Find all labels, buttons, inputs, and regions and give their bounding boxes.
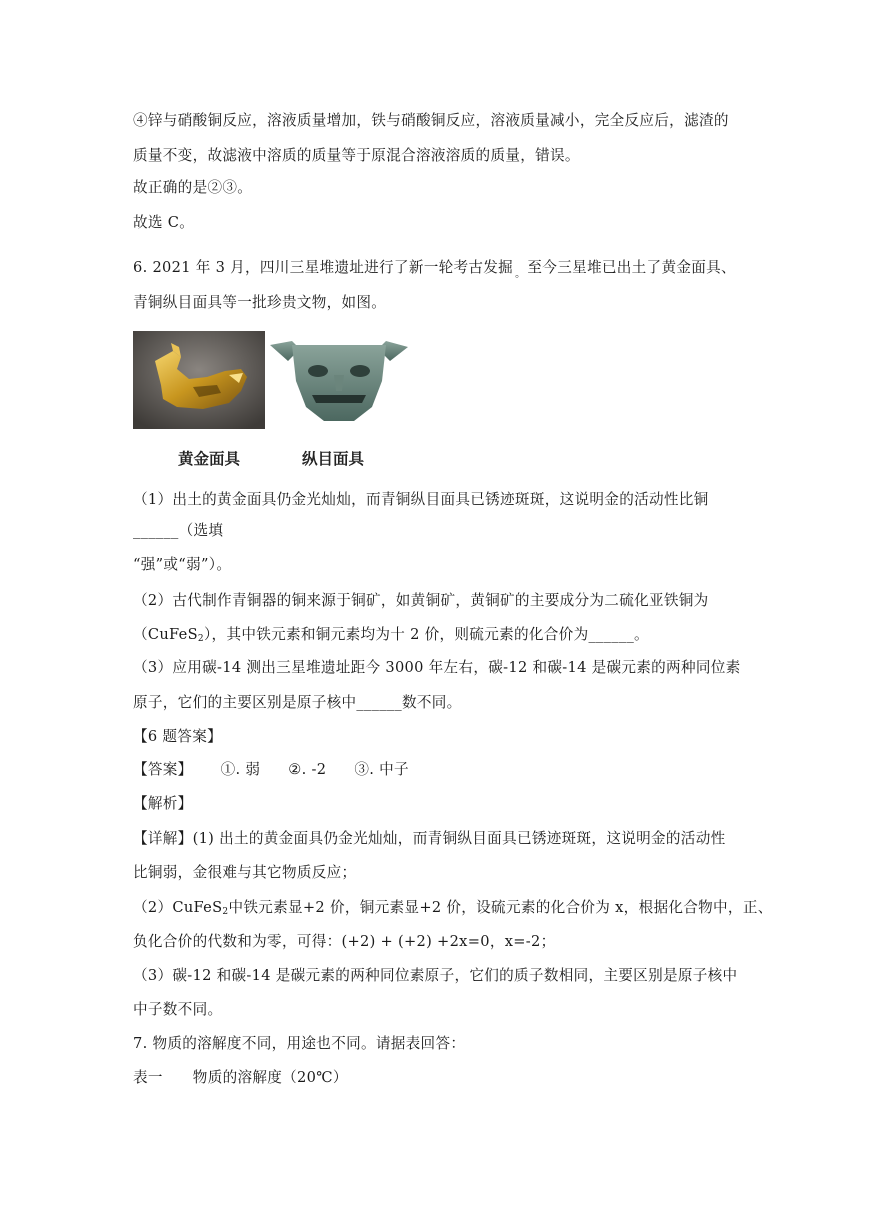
question-6-period: 。 [515,269,526,280]
table-caption [133,1068,773,1088]
table-label: 表一 [133,1069,163,1086]
formula-subscript: 2 [197,634,204,644]
sub-question-3: （3）应用碳-14 测出三星堆遗址距今 3000 年左右，碳-12 和碳-14 是碳元素的两种同位素 [133,659,741,676]
bronze-mask-image [268,337,410,429]
text-line: 质量不变，故滤液中溶质的质量等于原混合溶液溶质的质量，错误。 [133,147,580,164]
detail-2-prefix: （2）CuFeS [133,899,223,916]
answer-heading: 【6 题答案】 [133,728,222,745]
formula-suffix: ），其中铁元素和铜元素均为十 2 价，则硫元素的化合价为______。 [203,626,649,643]
question-6-text-a: 6. 2021 年 3 月，四川三星堆遗址进行了新一轮考古发掘 [133,259,514,276]
question-7-stem: 7. 物质的溶解度不同，用途也不同。请据表回答： [133,1035,466,1052]
sub-question-1-options: “强”或“弱”）。 [133,556,232,573]
formula-prefix: （CuFeS [133,626,198,643]
table-title: 物质的溶解度（20℃） [192,1069,348,1086]
sub-question-2: （2）古代制作青铜器的铜来源于铜矿，如黄铜矿，黄铜矿的主要成分为二硫化亚铁铜为 [133,592,709,609]
detail-2-cont: 负化合价的代数和为零，可得：(+2) + (+2) +2x=0，x=-2； [133,933,556,950]
sub-question-1: （1）出土的黄金面具仍金光灿灿，而青铜纵目面具已锈迹斑斑，这说明金的活动性比铜 [133,491,709,508]
text-line: 故选 C。 [133,214,195,231]
answer-1: ①. 弱 [220,761,261,778]
question-6-stem-cont: 青铜纵目面具等一批珍贵文物，如图。 [133,294,387,311]
gold-mask-image [133,331,265,429]
sub-question-3-cont: 原子，它们的主要区别是原子核中______数不同。 [133,694,462,711]
question-6-stem [133,258,773,285]
answer-3: ③. 中子 [354,761,409,778]
answer-line [133,760,773,780]
detail-3-cont: 中子数不同。 [133,1001,223,1018]
detail-2-suffix: 中铁元素显+2 价，铜元素显+2 价，设硫元素的化合价为 x，根据化合物中，正、 [228,899,773,916]
analysis-heading: 【解析】 [133,795,193,812]
detail-1-cont: 比铜弱，金很难与其它物质反应； [133,864,357,881]
detail-2-subscript: 2 [222,907,229,917]
answer-2: ②. -2 [288,761,327,778]
figure-caption-gold: 黄金面具 [178,450,241,468]
text-line: 故正确的是②③。 [133,179,253,196]
detail-2 [133,898,773,922]
text-line: ④锌与硝酸铜反应，溶液质量增加，铁与硝酸铜反应，溶液质量减小，完全反应后，滤渣的 [133,112,729,129]
figure-caption-bronze: 纵目面具 [302,450,365,468]
sub-question-2-cont [133,625,773,649]
answer-label: 【答案】 [133,761,193,778]
sub-question-1-blank: ______（选填 [133,522,224,539]
detail-3: （3）碳-12 和碳-14 是碳元素的两种同位素原子，它们的质子数相同，主要区别是原子核中 [133,967,738,984]
question-6-text-b: 至今三星堆已出土了黄金面具、 [527,259,736,276]
detail-1: 【详解】(1) 出土的黄金面具仍金光灿灿，而青铜纵目面具已锈迹斑斑，这说明金的活动性 [133,830,726,847]
